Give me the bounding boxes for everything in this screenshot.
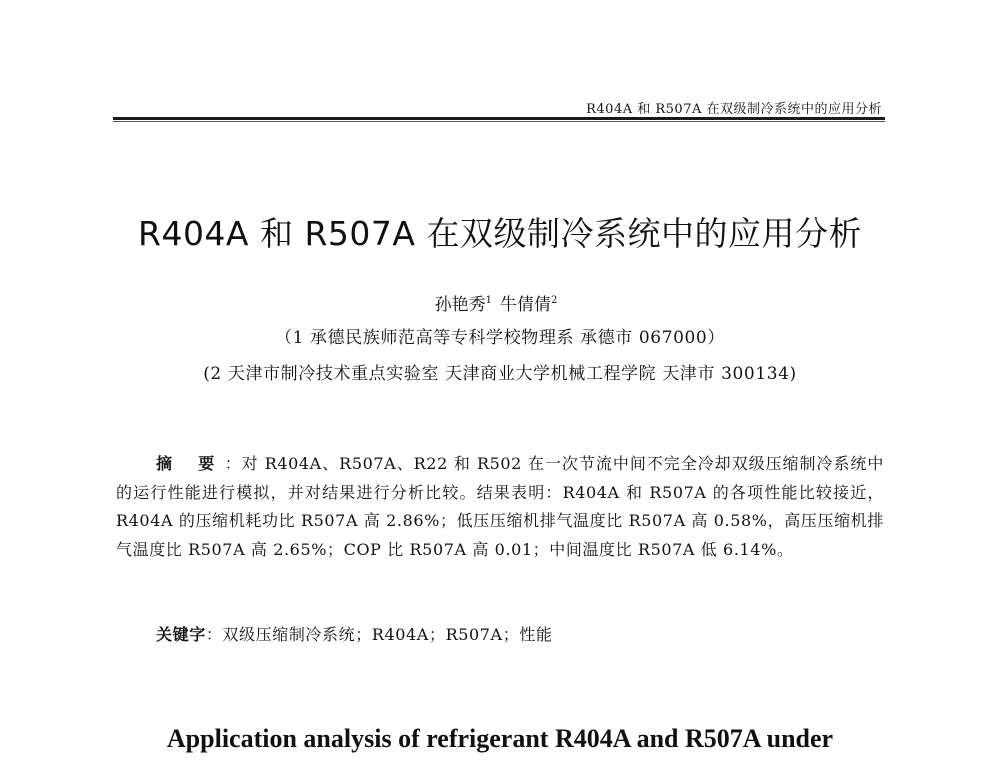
keywords-label: 关键字 (156, 625, 206, 644)
keywords-text: 双级压缩制冷系统；R404A；R507A；性能 (222, 625, 553, 644)
authors (0, 290, 1000, 315)
header-rule-thin (113, 121, 885, 122)
author-name: 牛倩倩 (500, 295, 551, 315)
keywords (156, 622, 553, 645)
author-affil-mark: 1 (485, 295, 492, 307)
abstract-text: 对 R404A、R507A、R22 和 R502 在一次节流中间不完全冷却双级压缩制冷系统中的运行性能进行模拟，并对结果进行分析比较。结果表明：R404A 和 R507A 的各项性能比较接近，R404A 的压缩机耗功比 R507A 高 2.86%；低压压缩机排气温度比 R507A 高 0.58%，高压压缩机排气温度比 R507A 高 2.65%；COP 比 R507A 高 0.01；中间温度比 R507A 低 6.14%。 (116, 454, 885, 559)
author-affil-mark: 2 (551, 295, 558, 307)
running-header: R404A 和 R507A 在双级制冷系统中的应用分析 (586, 102, 882, 117)
keywords-separator: ： (205, 625, 223, 644)
affiliation-1: （1 承德民族师范高等专科学校物理系 承德市 067000） (275, 328, 725, 348)
abstract-separator: ： (224, 454, 242, 473)
paper-title-cn: R404A 和 R507A 在双级制冷系统中的应用分析 (138, 214, 862, 253)
author-name: 孙艳秀 (434, 295, 486, 315)
affiliation-2: (2 天津市制冷技术重点实验室 天津商业大学机械工程学院 天津市 300134) (203, 364, 797, 384)
abstract (116, 450, 884, 564)
paper-title-en: Application analysis of refrigerant R404A and R507A under (166, 724, 834, 753)
header-rule (113, 117, 885, 120)
abstract-label: 摘 要 (156, 454, 225, 473)
